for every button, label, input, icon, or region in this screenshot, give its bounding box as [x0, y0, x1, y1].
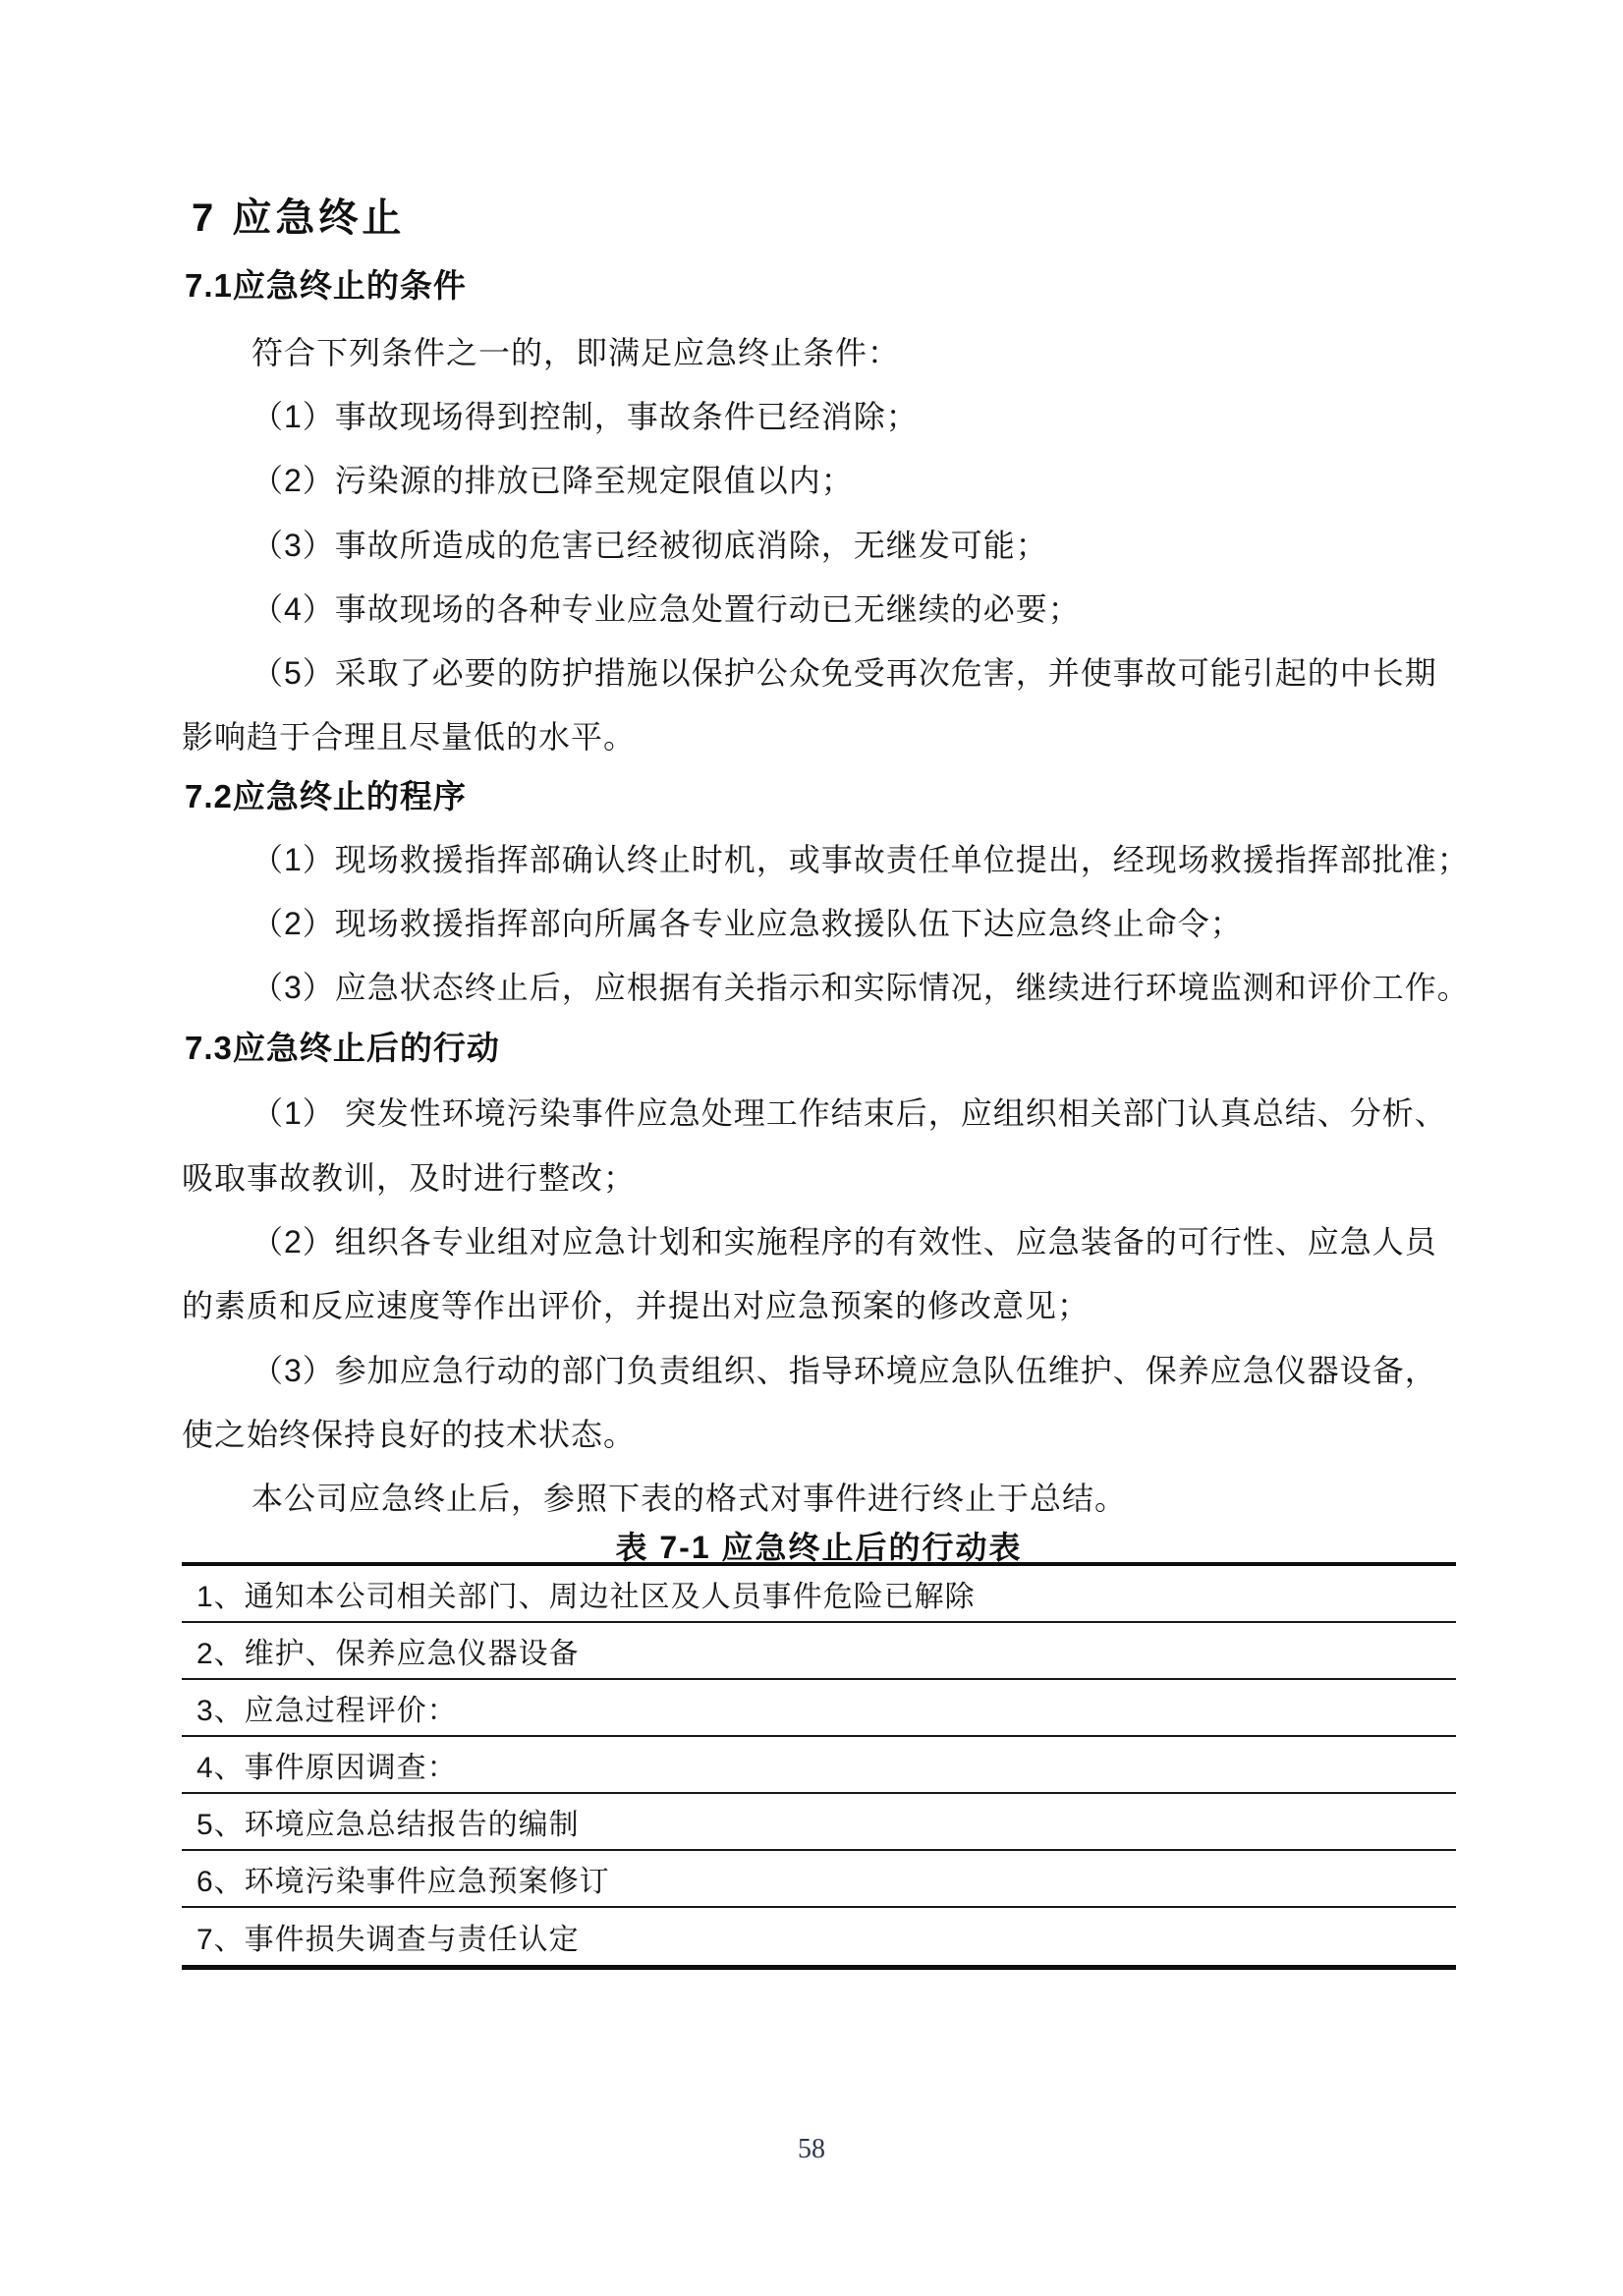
table-row: [182, 1566, 1456, 1623]
table-cell: 5、环境应急总结报告的编制: [196, 1809, 580, 1841]
table-cell: 7、事件损失调查与责任认定: [196, 1924, 580, 1956]
section-7-1-heading: 7.1应急终止的条件: [185, 267, 467, 304]
list-item-continuation: 的素质和反应速度等作出评价，并提出对应急预案的修改意见；: [182, 1288, 1091, 1323]
chapter-heading: 7 应急终止: [192, 196, 406, 240]
list-item-continuation: 使之始终保持良好的技术状态。: [182, 1417, 637, 1452]
list-item: （2）现场救援指挥部向所属各专业应急救援队伍下达应急终止命令；: [252, 906, 1243, 941]
table-cell: 2、维护、保养应急仪器设备: [196, 1638, 580, 1670]
table-row: [182, 1908, 1456, 1965]
list-item-continuation: 影响趋于合理且尽量低的水平。: [182, 719, 637, 755]
table-row: [182, 1623, 1456, 1680]
table-row: [182, 1851, 1456, 1908]
list-item: （4）事故现场的各种专业应急处置行动已无继续的必要；: [252, 591, 1081, 627]
table-row: [182, 1794, 1456, 1851]
table-row: [182, 1680, 1456, 1737]
section-7-2-heading: 7.2应急终止的程序: [185, 778, 467, 814]
list-item: （3）事故所造成的危害已经被彻底消除，无继发可能；: [252, 528, 1048, 563]
table-cell: 1、通知本公司相关部门、周边社区及人员事件危险已解除: [196, 1581, 976, 1613]
table-cell: 3、应急过程评价：: [196, 1695, 458, 1727]
list-item: （1）现场救援指挥部确认终止时机，或事故责任单位提出，经现场救援指挥部批准；: [252, 842, 1470, 877]
table-cell: 6、环境污染事件应急预案修订: [196, 1866, 610, 1898]
list-item: （1） 突发性环境污染事件应急处理工作结束后，应组织相关部门认真总结、分析、: [252, 1095, 1447, 1131]
section-7-1-intro: 符合下列条件之一的，即满足应急终止条件：: [252, 335, 901, 370]
page-number: 58: [798, 2134, 825, 2164]
list-item: （3）参加应急行动的部门负责组织、指导环境应急队伍维护、保养应急仪器设备，: [252, 1353, 1437, 1388]
list-item: （1）事故现场得到控制，事故条件已经消除；: [252, 399, 919, 434]
table-cell: 4、事件原因调查：: [196, 1752, 458, 1784]
table-row: [182, 1737, 1456, 1794]
list-item: （3）应急状态终止后，应根据有关指示和实际情况，继续进行环境监测和评价工作。: [252, 970, 1470, 1005]
action-table: [182, 1562, 1456, 1970]
list-item: （2）组织各专业组对应急计划和实施程序的有效性、应急装备的可行性、应急人员: [252, 1224, 1437, 1260]
list-item-continuation: 吸取事故教训，及时进行整改；: [182, 1160, 637, 1196]
list-item: （2）污染源的排放已降至规定限值以内；: [252, 463, 854, 498]
closing-paragraph: 本公司应急终止后，参照下表的格式对事件进行终止于总结。: [252, 1481, 1128, 1516]
list-item: （5）采取了必要的防护措施以保护公众免受再次危害，并使事故可能引起的中长期: [252, 655, 1437, 691]
table-caption: 表 7-1 应急终止后的行动表: [615, 1530, 1023, 1565]
section-7-3-heading: 7.3应急终止后的行动: [185, 1030, 500, 1066]
